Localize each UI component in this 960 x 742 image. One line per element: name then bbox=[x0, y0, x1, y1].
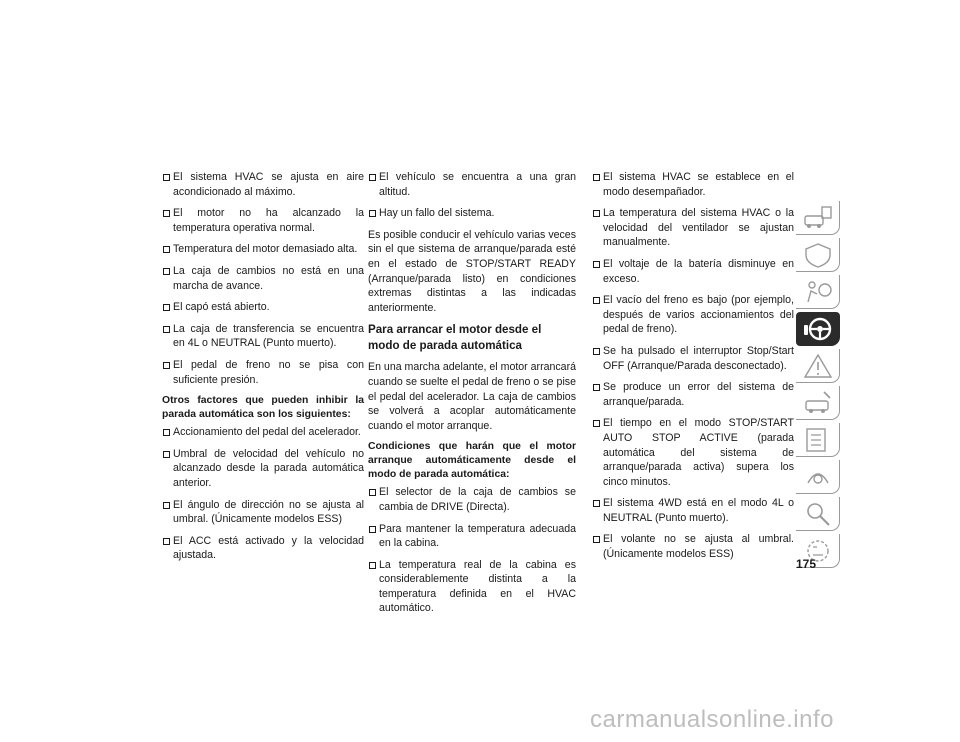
list-item: El sistema HVAC se ajusta en aire acondicionado al máximo. bbox=[162, 170, 364, 199]
tab-specs[interactable] bbox=[796, 423, 840, 457]
list-item: Hay un fallo del sistema. bbox=[368, 206, 576, 221]
page-number: 175 bbox=[796, 557, 817, 571]
tab-airbag[interactable] bbox=[796, 275, 840, 309]
checkbox-bullet-icon bbox=[593, 536, 600, 543]
list-item: El selector de la caja de cambios se cambia de DRIVE (Directa). bbox=[368, 485, 576, 514]
checkbox-bullet-icon bbox=[163, 326, 170, 333]
list-item: El motor no ha alcanzado la temperatura operativa normal. bbox=[162, 206, 364, 235]
chapter-tabs bbox=[796, 201, 842, 571]
paragraph: En una marcha adelante, el motor arrancará cuando se suelte el pedal de freno o se pise el pedal del acelerador. La caja de cambios se volverá a acoplar automáticamente cuando el motor arranque. bbox=[368, 361, 576, 432]
checkbox-bullet-icon bbox=[593, 420, 600, 427]
list-item: La temperatura del sistema HVAC o la velocidad del ventilador se ajustan manualmente. bbox=[592, 206, 794, 250]
checkbox-bullet-icon bbox=[369, 526, 376, 533]
tab-safety[interactable] bbox=[796, 238, 840, 272]
airbag-person-icon bbox=[802, 278, 834, 306]
checkbox-bullet-icon bbox=[593, 348, 600, 355]
checkbox-bullet-icon bbox=[163, 174, 170, 181]
checkbox-bullet-icon bbox=[163, 429, 170, 436]
list-item: La caja de transferencia se encuentra en 4L o NEUTRAL (Punto muerto). bbox=[162, 322, 364, 351]
tab-warning[interactable] bbox=[796, 349, 840, 383]
checkbox-bullet-icon bbox=[163, 268, 170, 275]
section-title: Para arrancar el motor desde el modo de parada automática bbox=[368, 323, 542, 353]
list-item: La temperatura real de la cabina es considerablemente distinta a la temperatura definida en el HVAC automático. bbox=[368, 558, 576, 616]
magnifier-icon bbox=[802, 500, 834, 528]
list-item: El vehículo se encuentra a una gran altitud. bbox=[368, 170, 576, 199]
checkbox-bullet-icon bbox=[593, 500, 600, 507]
list-item: Para mantener la temperatura adecuada en la cabina. bbox=[368, 522, 576, 551]
specs-list-icon bbox=[802, 426, 834, 454]
tab-index[interactable] bbox=[796, 497, 840, 531]
tab-multimedia[interactable] bbox=[796, 460, 840, 494]
checkbox-bullet-icon bbox=[369, 562, 376, 569]
checkbox-bullet-icon bbox=[593, 384, 600, 391]
list-item: El vacío del freno es bajo (por ejemplo, después de varios accionamientos del pedal de freno). bbox=[592, 293, 794, 337]
list-item: La caja de cambios no está en una marcha de avance. bbox=[162, 264, 364, 293]
list-item: Accionamiento del pedal del acelerador. bbox=[162, 425, 364, 440]
checkbox-bullet-icon bbox=[163, 210, 170, 217]
service-car-icon bbox=[802, 389, 834, 417]
tab-car-info[interactable] bbox=[796, 201, 840, 235]
subheading: Condiciones que harán que el motor arranque automáticamente desde el modo de parada automática: bbox=[368, 441, 576, 481]
checkbox-bullet-icon bbox=[593, 174, 600, 181]
list-item: Se produce un error del sistema de arranque/parada. bbox=[592, 380, 794, 409]
subheading: Otros factores que pueden inhibir la parada automática son los siguientes: bbox=[162, 395, 364, 421]
checkbox-bullet-icon bbox=[369, 489, 376, 496]
checkbox-bullet-icon bbox=[593, 261, 600, 268]
list-item: El pedal de freno no se pisa con suficiente presión. bbox=[162, 358, 364, 387]
car-info-icon bbox=[802, 204, 834, 232]
checkbox-bullet-icon bbox=[163, 246, 170, 253]
list-item: El voltaje de la batería disminuye en exceso. bbox=[592, 257, 794, 286]
checkbox-bullet-icon bbox=[163, 362, 170, 369]
list-item: El volante no se ajusta al umbral. (Únicamente modelos ESS) bbox=[592, 532, 794, 561]
tab-starting-operating[interactable] bbox=[796, 312, 840, 346]
text-column-3 bbox=[592, 170, 794, 569]
list-item: El tiempo en el modo STOP/START AUTO STOP ACTIVE (parada automática del sistema de arranque/parada activa) supera los cinco minutos. bbox=[592, 416, 794, 489]
list-item: El capó está abierto. bbox=[162, 300, 364, 315]
multimedia-icon bbox=[802, 463, 834, 491]
checkbox-bullet-icon bbox=[163, 304, 170, 311]
list-item: Umbral de velocidad del vehículo no alcanzado desde la parada automática anterior. bbox=[162, 447, 364, 491]
checkbox-bullet-icon bbox=[369, 174, 376, 181]
checkbox-bullet-icon bbox=[593, 297, 600, 304]
text-column-2 bbox=[368, 170, 576, 623]
paragraph: Es posible conducir el vehículo varias veces sin el que sistema de arranque/parada esté en el estado de STOP/START READY (Arranque/parada listo) en condiciones extremas distintas a las indicadas anteriormente. bbox=[368, 228, 576, 314]
list-item: El ángulo de dirección no se ajusta al umbral. (Únicamente modelos ESS) bbox=[162, 498, 364, 527]
steering-wheel-icon bbox=[802, 315, 834, 343]
list-item: El sistema HVAC se establece en el modo desempañador. bbox=[592, 170, 794, 199]
text-column-1 bbox=[162, 170, 364, 570]
list-item: Temperatura del motor demasiado alta. bbox=[162, 242, 364, 257]
list-item: El ACC está activado y la velocidad ajustada. bbox=[162, 534, 364, 563]
list-item: Se ha pulsado el interruptor Stop/Start OFF (Arranque/Parada desconectado). bbox=[592, 344, 794, 373]
tab-service[interactable] bbox=[796, 386, 840, 420]
warning-car-icon bbox=[802, 352, 834, 380]
checkbox-bullet-icon bbox=[593, 210, 600, 217]
list-item: El sistema 4WD está en el modo 4L o NEUTRAL (Punto muerto). bbox=[592, 496, 794, 525]
checkbox-bullet-icon bbox=[163, 451, 170, 458]
checkbox-bullet-icon bbox=[369, 210, 376, 217]
safety-icon bbox=[802, 241, 834, 269]
checkbox-bullet-icon bbox=[163, 502, 170, 509]
watermark: carmanualsonline.info bbox=[590, 706, 834, 733]
checkbox-bullet-icon bbox=[163, 538, 170, 545]
